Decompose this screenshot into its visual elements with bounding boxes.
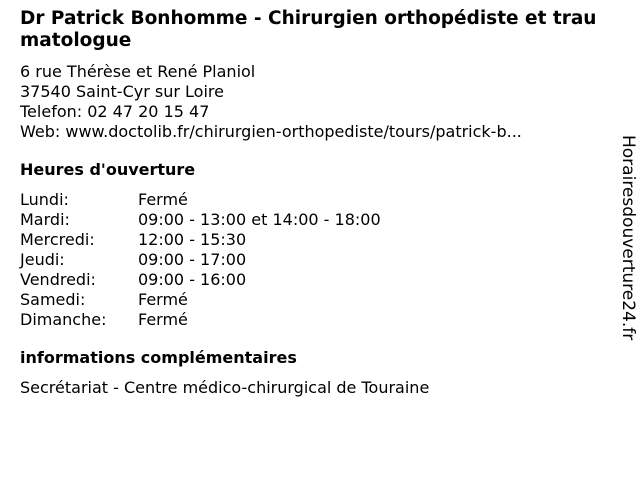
opening-hours-list [20,190,610,330]
time-value: Fermé [138,290,188,309]
practice-card [20,8,610,398]
hours-row-tuesday [20,210,610,230]
day-label: Jeudi: [20,250,65,269]
phone-number[interactable]: Telefon: 02 47 20 15 47 [20,102,210,121]
address-block [20,62,610,142]
hours-row-saturday [20,290,610,310]
hours-row-sunday [20,310,610,330]
day-label: Mercredi: [20,230,95,249]
time-value: 09:00 - 16:00 [138,270,247,289]
hours-row-thursday [20,250,610,270]
time-value: 09:00 - 13:00 et 14:00 - 18:00 [138,210,381,229]
day-label: Mardi: [20,210,70,229]
time-value: 12:00 - 15:30 [138,230,247,249]
time-value: Fermé [138,310,188,329]
hours-row-monday [20,190,610,210]
site-watermark: Horairesdouverture24.fr [618,135,638,341]
website-link[interactable]: Web: www.doctolib.fr/chirurgien-orthopediste/tours/patrick-b... [20,122,522,141]
page-title: Dr Patrick Bonhomme - Chirurgien orthopédiste et traumatologue [20,8,597,51]
opening-hours-heading: Heures d'ouverture [20,160,196,179]
day-label: Lundi: [20,190,69,209]
hours-row-wednesday [20,230,610,250]
time-value: Fermé [138,190,188,209]
city-address: 37540 Saint-Cyr sur Loire [20,82,224,101]
day-label: Vendredi: [20,270,96,289]
street-address: 6 rue Thérèse et René Planiol [20,62,256,81]
day-label: Samedi: [20,290,86,309]
time-value: 09:00 - 17:00 [138,250,247,269]
hours-row-friday [20,270,610,290]
additional-info-heading: informations complémentaires [20,348,297,367]
day-label: Dimanche: [20,310,107,329]
additional-info-text: Secrétariat - Centre médico-chirurgical de Touraine [20,378,430,397]
